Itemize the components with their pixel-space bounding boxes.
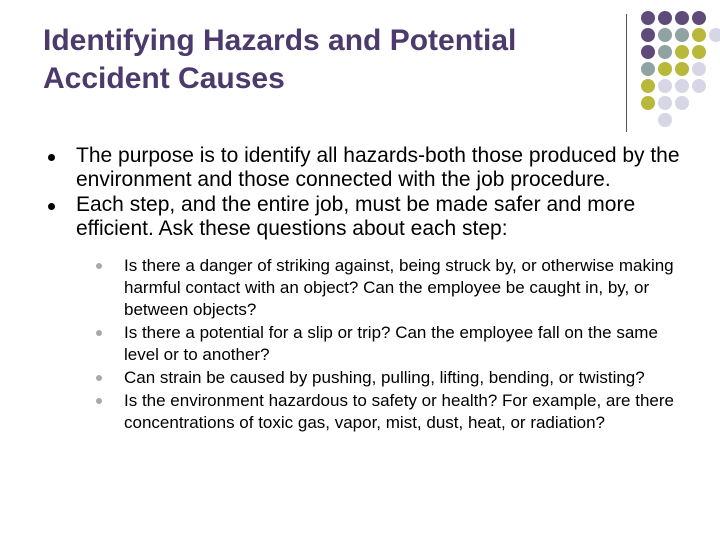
bullet-dot-icon: [48, 154, 55, 161]
divider-line: [626, 14, 627, 132]
sub-bullet-text: Is there a danger of striking against, being struck by, or otherwise making harmful contact with an object? Can the employee be caught in, by, or between objects?: [124, 256, 674, 319]
dot-olive: [641, 96, 655, 110]
sub-bullet-text: Is the environment hazardous to safety or health? For example, are there concentrations of toxic gas, vapor, mist, dust, heat, or radiation?: [124, 391, 674, 432]
dot-purple: [641, 45, 655, 59]
dot-lavender: [692, 62, 706, 76]
dot-olive: [692, 28, 706, 42]
dot-olive: [692, 45, 706, 59]
dot-teal: [641, 62, 655, 76]
dot-lavender: [658, 96, 672, 110]
dot-teal: [658, 28, 672, 42]
sub-bullet-text: Can strain be caused by pushing, pulling, lifting, bending, or twisting?: [124, 368, 645, 387]
dot-olive: [675, 45, 689, 59]
dot-olive: [658, 62, 672, 76]
dot-purple: [641, 11, 655, 25]
title-line-1: Identifying Hazards and Potential: [43, 24, 517, 57]
dot-lavender: [658, 113, 672, 127]
sub-bullet-dot-icon: [96, 330, 102, 336]
dot-lavender: [709, 28, 720, 42]
dot-lavender: [675, 96, 689, 110]
dot-lavender: [675, 79, 689, 93]
slide-body: [48, 144, 688, 435]
sub-bullet-dot-icon: [96, 263, 102, 269]
dot-lavender: [658, 79, 672, 93]
sub-bullet-item: [96, 367, 674, 389]
bullet-dot-icon: [48, 203, 55, 210]
dot-teal: [675, 28, 689, 42]
dot-purple: [675, 11, 689, 25]
sub-bullet-dot-icon: [96, 398, 102, 404]
sub-bullet-list: [48, 255, 688, 434]
bullet-text: The purpose is to identify all hazards-both those produced by the environment and those connected with the job procedure.: [76, 144, 680, 191]
main-bullet-list: [48, 144, 688, 241]
dot-teal: [658, 45, 672, 59]
sub-bullet-item: [96, 390, 674, 434]
sub-bullet-item: [96, 255, 674, 321]
dot-purple: [641, 28, 655, 42]
slide-title: [43, 22, 613, 98]
dot-purple: [692, 11, 706, 25]
title-line-2: Accident Causes: [43, 62, 285, 95]
bullet-item: [48, 144, 688, 192]
dot-purple: [658, 11, 672, 25]
sub-bullet-text: Is there a potential for a slip or trip? Can the employee fall on the same level or to another?: [124, 323, 658, 364]
dot-lavender: [692, 79, 706, 93]
bullet-text: Each step, and the entire job, must be made safer and more efficient. Ask these questions about each step:: [76, 193, 636, 240]
dot-olive: [641, 79, 655, 93]
sub-bullet-dot-icon: [96, 375, 102, 381]
bullet-item: [48, 193, 688, 241]
sub-bullet-item: [96, 322, 674, 366]
dot-olive: [675, 62, 689, 76]
